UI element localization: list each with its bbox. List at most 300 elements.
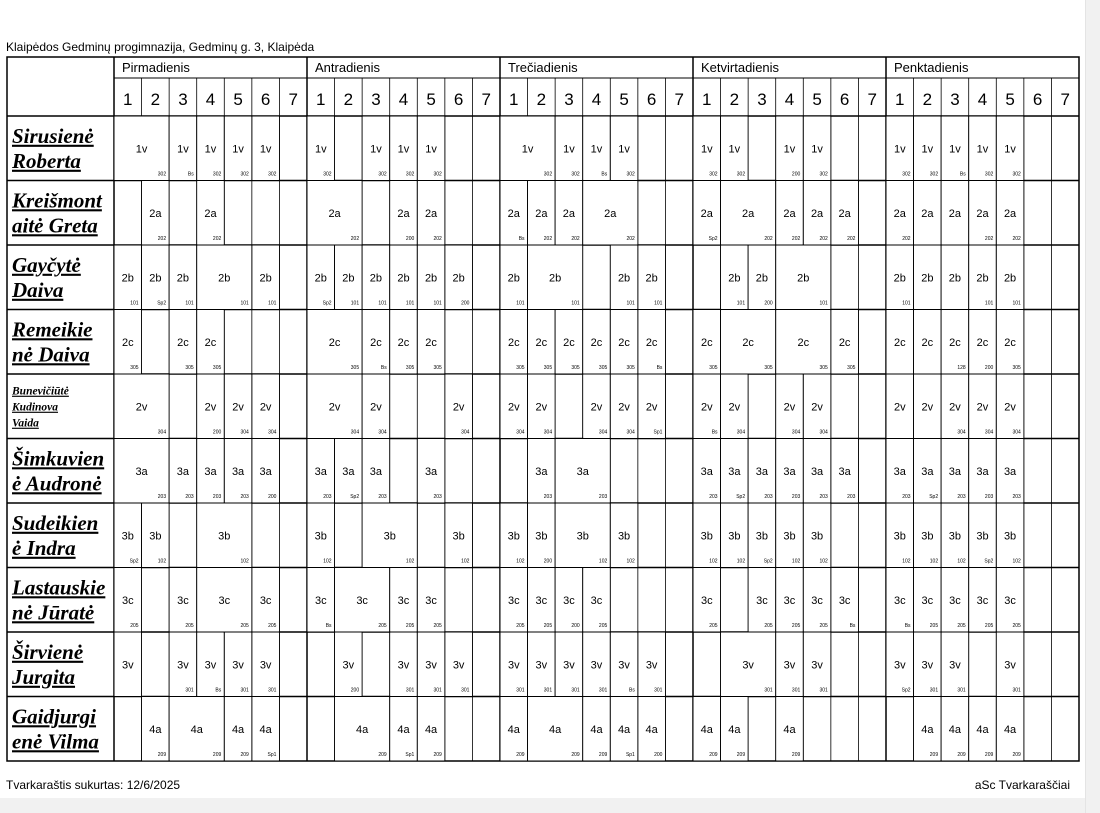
vertical-scrollbar[interactable]: [1085, 0, 1100, 813]
lesson-class: 3c: [949, 594, 961, 607]
lesson-room: 203: [709, 494, 718, 500]
lesson-room: 203: [847, 494, 856, 500]
lesson-room: Bs: [849, 623, 856, 629]
lesson-room: 304: [598, 429, 608, 436]
lesson-room: 209: [240, 752, 249, 758]
lesson-class: 3a: [1003, 465, 1017, 478]
period-number: 5: [812, 90, 822, 109]
lesson-room: 202: [1012, 236, 1021, 242]
lesson-class: 2c: [204, 336, 217, 349]
lesson-room: 302: [929, 171, 939, 178]
lesson-class: 2b: [342, 272, 355, 285]
lesson-room: 205: [929, 623, 939, 629]
lesson-room: Sp2: [322, 300, 332, 307]
lesson-room: 101: [240, 300, 249, 307]
lesson-class: 1v: [370, 143, 382, 156]
lesson-room: 101: [130, 300, 139, 307]
teacher-name-line: Sirusienė: [12, 123, 94, 148]
lesson-class: 2b: [507, 272, 520, 285]
lesson-room: 102: [791, 558, 801, 565]
lesson-class: 4a: [231, 723, 245, 736]
lesson-class: 3c: [1004, 594, 1016, 607]
lesson-class: 3a: [893, 465, 906, 478]
lesson-room: 302: [902, 171, 911, 178]
lesson-room: 301: [654, 687, 663, 694]
lesson-room: Bs: [325, 623, 332, 629]
lesson-room: 102: [598, 558, 608, 565]
lesson-room: 203: [157, 494, 167, 500]
period-number: 6: [646, 90, 657, 109]
period-number: 2: [729, 90, 740, 109]
lesson-class: 3v: [742, 659, 754, 672]
lesson-class: 2v: [893, 401, 906, 414]
lesson-class: 2b: [121, 272, 134, 285]
lesson-class: 1v: [811, 143, 823, 156]
lesson-room: 301: [405, 687, 415, 694]
lesson-room: 200: [654, 752, 663, 758]
lesson-room: 302: [819, 171, 828, 178]
lesson-room: 305: [405, 365, 415, 371]
lesson-class: 2c: [700, 336, 713, 349]
lesson-class: 2a: [810, 207, 824, 220]
lesson-class: 3b: [810, 530, 824, 543]
lesson-room: 205: [240, 623, 249, 629]
lesson-room: 301: [1012, 687, 1021, 694]
lesson-room: 203: [984, 494, 994, 500]
lesson-class: 4a: [645, 723, 658, 736]
lesson-class: 4a: [617, 723, 631, 736]
lesson-class: 1v: [783, 143, 796, 156]
lesson-class: 2c: [797, 336, 810, 349]
lesson-class: 3c: [218, 594, 231, 607]
lesson-class: 3a: [424, 465, 438, 478]
lesson-room: 305: [709, 365, 718, 371]
lesson-room: 209: [516, 752, 525, 758]
lesson-class: 3v: [535, 659, 548, 672]
lesson-class: 4a: [424, 723, 438, 736]
lesson-room: 205: [516, 623, 525, 629]
lesson-class: 2b: [948, 272, 962, 285]
lesson-class: 2b: [976, 272, 989, 285]
period-number: 4: [591, 90, 602, 109]
lesson-room: 203: [791, 494, 801, 500]
lesson-class: 2b: [797, 272, 810, 285]
lesson-room: Bs: [711, 429, 718, 436]
lesson-room: 101: [268, 300, 277, 307]
teacher-name-line: enė Vilma: [12, 729, 99, 754]
lesson-room: 305: [571, 365, 580, 371]
lesson-class: 3c: [507, 594, 520, 607]
lesson-class: 3b: [728, 530, 741, 543]
lesson-class: 2a: [948, 207, 962, 220]
lesson-room: 301: [957, 687, 966, 694]
lesson-room: 209: [957, 752, 966, 758]
teacher-name-line: Gaidjurgi: [12, 704, 97, 729]
period-number: 2: [343, 90, 354, 109]
lesson-class: 2v: [645, 401, 658, 414]
lesson-room: 302: [1012, 171, 1021, 178]
period-number: 2: [922, 90, 933, 109]
lesson-class: 1v: [314, 143, 327, 156]
lesson-room: 101: [819, 300, 828, 307]
lesson-class: 3a: [700, 465, 713, 478]
lesson-room: 102: [709, 558, 718, 565]
lesson-room: 301: [461, 687, 470, 694]
lesson-room: 101: [405, 300, 415, 307]
lesson-room: 302: [984, 171, 994, 178]
teacher-name-line: nė Jūratė: [12, 600, 95, 625]
lesson-class: 3v: [232, 659, 244, 672]
lesson-class: 4a: [149, 723, 162, 736]
lesson-room: 205: [819, 623, 828, 629]
lesson-class: 2b: [149, 272, 162, 285]
lesson-room: 301: [433, 687, 442, 694]
lesson-room: 304: [626, 429, 635, 436]
lesson-class: 3c: [838, 594, 851, 607]
lesson-room: Sp2: [350, 494, 360, 500]
lesson-room: Bs: [629, 687, 635, 694]
lesson-room: 304: [157, 429, 167, 436]
lesson-class: 2a: [424, 207, 438, 220]
period-number: 6: [1032, 90, 1043, 109]
teacher-name-line: nė Daiva: [12, 342, 90, 367]
lesson-class: 2b: [617, 272, 631, 285]
lesson-room: 102: [405, 558, 415, 565]
lesson-room: 305: [516, 365, 525, 371]
lesson-class: 4a: [590, 723, 603, 736]
lesson-class: 1v: [700, 143, 713, 156]
lesson-class: 3c: [259, 594, 272, 607]
period-number: 5: [426, 90, 436, 109]
lesson-class: 2v: [204, 401, 217, 414]
lesson-room: 302: [157, 171, 167, 178]
lesson-room: 205: [791, 623, 801, 629]
lesson-class: 3c: [783, 594, 796, 607]
lesson-room: Sp2: [708, 236, 718, 242]
day-header-2: Antradienis: [315, 60, 381, 75]
lesson-class: 2c: [370, 336, 382, 349]
lesson-class: 4a: [507, 723, 520, 736]
lesson-room: 305: [543, 365, 553, 371]
lesson-class: 4a: [1003, 723, 1017, 736]
day-header-4: Ketvirtadienis: [701, 60, 780, 75]
lesson-room: 304: [461, 429, 470, 436]
lesson-class: 4a: [976, 723, 989, 736]
lesson-class: 3a: [204, 465, 217, 478]
lesson-class: 2b: [314, 272, 327, 285]
created-date: Tvarkaraštis sukurtas: 12/6/2025: [6, 778, 181, 792]
lesson-room: Sp2: [929, 494, 939, 500]
period-number: 3: [950, 90, 960, 109]
lesson-room: 304: [957, 429, 966, 436]
lesson-room: 302: [268, 171, 277, 178]
teacher-name-line: Sudeikien: [12, 510, 99, 535]
lesson-class: 2v: [949, 401, 961, 414]
lesson-class: 2b: [645, 272, 658, 285]
lesson-room: 304: [240, 429, 249, 436]
lesson-class: 3b: [755, 530, 769, 543]
lesson-room: 102: [461, 558, 470, 565]
lesson-class: 3a: [176, 465, 190, 478]
lesson-class: 2a: [149, 207, 162, 220]
period-number: 3: [564, 90, 574, 109]
lesson-room: Sp2: [984, 558, 994, 565]
lesson-room: 203: [902, 494, 911, 500]
lesson-room: 305: [1012, 365, 1021, 371]
lesson-room: 202: [984, 236, 994, 242]
lesson-room: 302: [240, 171, 249, 178]
period-number: 1: [509, 90, 519, 109]
lesson-class: 3b: [976, 530, 989, 543]
lesson-class: 2v: [1004, 401, 1016, 414]
lesson-room: 304: [819, 429, 828, 436]
lesson-room: 304: [516, 429, 525, 436]
lesson-room: 205: [543, 623, 553, 629]
lesson-room: 301: [268, 687, 277, 694]
day-header-5: Penktadienis: [894, 60, 969, 75]
period-number: 3: [371, 90, 381, 109]
lesson-class: 2a: [562, 207, 576, 220]
lesson-class: 3v: [259, 659, 272, 672]
period-number: 7: [867, 90, 877, 109]
teacher-name-line: Gayčytė: [12, 252, 81, 277]
lesson-room: 200: [984, 365, 994, 371]
lesson-class: 3b: [921, 530, 934, 543]
lesson-class: 1v: [177, 143, 189, 156]
lesson-room: 200: [212, 429, 222, 436]
lesson-room: 304: [350, 429, 360, 436]
period-number: 6: [453, 90, 464, 109]
lesson-class: 2c: [590, 336, 603, 349]
lesson-class: 1v: [976, 143, 989, 156]
lesson-room: 305: [626, 365, 635, 371]
lesson-class: 2c: [507, 336, 520, 349]
lesson-room: Sp1: [625, 752, 635, 758]
lesson-room: 203: [598, 494, 608, 500]
lesson-class: 2c: [177, 336, 189, 349]
lesson-room: Sp2: [763, 558, 773, 565]
period-number: 6: [260, 90, 271, 109]
lesson-class: 3a: [728, 465, 741, 478]
teacher-name-line: Šimkuvien: [12, 446, 105, 471]
lesson-room: 102: [516, 558, 525, 565]
lesson-room: 203: [957, 494, 966, 500]
lesson-class: 3c: [314, 594, 327, 607]
lesson-class: 3v: [452, 659, 465, 672]
lesson-room: 301: [764, 687, 773, 694]
period-number: 5: [233, 90, 243, 109]
lesson-class: 2c: [328, 336, 341, 349]
lesson-class: 2v: [618, 401, 630, 414]
lesson-room: 301: [185, 687, 194, 694]
lesson-class: 3a: [135, 465, 148, 478]
lesson-room: 301: [791, 687, 801, 694]
lesson-room: 128: [957, 365, 966, 371]
period-number: 1: [123, 90, 133, 109]
lesson-class: 2c: [742, 336, 754, 349]
lesson-class: 3b: [700, 530, 713, 543]
lesson-class: 2v: [590, 401, 603, 414]
lesson-room: 101: [736, 300, 746, 307]
lesson-room: 209: [212, 752, 222, 758]
lesson-room: 205: [405, 623, 415, 629]
lesson-room: 209: [433, 752, 442, 758]
lesson-class: 3c: [535, 594, 548, 607]
lesson-class: 3b: [507, 530, 520, 543]
lesson-class: 2c: [121, 336, 134, 349]
lesson-class: 3a: [314, 465, 327, 478]
lesson-room: 101: [902, 300, 911, 307]
lesson-class: 1v: [1004, 143, 1016, 156]
lesson-class: 2a: [921, 207, 934, 220]
lesson-room: 202: [626, 236, 635, 242]
lesson-class: 3c: [590, 594, 603, 607]
lesson-room: 101: [984, 300, 994, 307]
lesson-class: 2b: [369, 272, 383, 285]
lesson-room: 102: [323, 558, 332, 565]
lesson-class: 2a: [535, 207, 548, 220]
lesson-room: 304: [543, 429, 553, 436]
lesson-class: 3b: [218, 530, 231, 543]
lesson-class: 3b: [149, 530, 162, 543]
lesson-class: 3v: [507, 659, 520, 672]
lesson-class: 1v: [618, 143, 630, 156]
lesson-room: 302: [378, 171, 387, 178]
lesson-class: 3b: [314, 530, 327, 543]
lesson-room: 209: [571, 752, 580, 758]
lesson-room: 305: [350, 365, 360, 371]
day-header-1: Pirmadienis: [122, 60, 190, 75]
lesson-room: 305: [819, 365, 828, 371]
lesson-class: 3b: [1003, 530, 1017, 543]
lesson-class: 3c: [563, 594, 575, 607]
lesson-room: 200: [268, 494, 277, 500]
lesson-class: 1v: [949, 143, 961, 156]
lesson-class: 2a: [328, 207, 341, 220]
lesson-class: 3c: [425, 594, 437, 607]
lesson-room: 102: [1012, 558, 1021, 565]
period-number: 1: [702, 90, 712, 109]
lesson-class: 2c: [893, 336, 906, 349]
lesson-class: 2c: [563, 336, 575, 349]
lesson-room: 101: [378, 300, 387, 307]
lesson-class: 3v: [177, 659, 189, 672]
lesson-class: 2v: [535, 401, 548, 414]
lesson-room: 203: [433, 494, 442, 500]
lesson-class: 3a: [838, 465, 851, 478]
teacher-name-line: aitė Greta: [12, 213, 98, 238]
lesson-class: 2a: [604, 207, 617, 220]
lesson-room: 304: [1012, 429, 1021, 436]
lesson-room: 102: [157, 558, 167, 565]
lesson-room: 304: [984, 429, 994, 436]
lesson-class: 2v: [328, 401, 341, 414]
lesson-room: 102: [957, 558, 966, 565]
lesson-room: 203: [185, 494, 194, 500]
lesson-class: 3a: [369, 465, 383, 478]
period-number: 7: [288, 90, 298, 109]
lesson-room: 101: [626, 300, 635, 307]
lesson-class: 2c: [425, 336, 437, 349]
lesson-class: 3c: [356, 594, 368, 607]
lesson-room: 205: [130, 623, 139, 629]
lesson-class: 2v: [452, 401, 465, 414]
lesson-room: Sp2: [129, 558, 139, 565]
lesson-class: 4a: [728, 723, 741, 736]
lesson-class: 3v: [645, 659, 658, 672]
teacher-name-line: ė Audronė: [12, 471, 102, 496]
lesson-class: 1v: [921, 143, 934, 156]
lesson-room: 305: [185, 365, 194, 371]
period-number: 1: [895, 90, 905, 109]
lesson-class: 1v: [232, 143, 244, 156]
lesson-class: 3c: [811, 594, 823, 607]
lesson-room: 202: [350, 236, 360, 242]
period-number: 4: [398, 90, 409, 109]
lesson-class: 3b: [452, 530, 465, 543]
lesson-class: 3v: [811, 659, 823, 672]
lesson-class: 2v: [370, 401, 382, 414]
lesson-room: 203: [764, 494, 773, 500]
lesson-class: 3v: [618, 659, 630, 672]
period-number: 4: [977, 90, 988, 109]
lesson-class: 3v: [563, 659, 575, 672]
lesson-room: 203: [212, 494, 222, 500]
lesson-room: 205: [185, 623, 194, 629]
lesson-room: Bs: [518, 236, 525, 242]
lesson-class: 2v: [811, 401, 823, 414]
lesson-room: 302: [405, 171, 415, 178]
lesson-class: 3c: [921, 594, 934, 607]
lesson-room: 101: [571, 300, 580, 307]
lesson-room: 209: [598, 752, 608, 758]
lesson-class: 2c: [921, 336, 934, 349]
lesson-room: 301: [929, 687, 939, 694]
lesson-room: 205: [433, 623, 442, 629]
period-number: 7: [481, 90, 491, 109]
lesson-room: 205: [268, 623, 277, 629]
lesson-room: 203: [378, 494, 387, 500]
period-number: 2: [536, 90, 547, 109]
lesson-room: 200: [571, 623, 580, 629]
lesson-class: 2b: [259, 272, 272, 285]
lesson-class: 4a: [783, 723, 796, 736]
lesson-class: 2a: [204, 207, 217, 220]
lesson-room: Sp1: [653, 429, 663, 436]
lesson-room: Bs: [904, 623, 911, 629]
lesson-room: 205: [378, 623, 387, 629]
period-number: 3: [757, 90, 767, 109]
lesson-class: 3v: [1004, 659, 1016, 672]
lesson-room: 202: [433, 236, 442, 242]
lesson-class: 2v: [921, 401, 934, 414]
lesson-class: 3a: [948, 465, 962, 478]
lesson-room: 102: [626, 558, 635, 565]
lesson-room: 102: [929, 558, 939, 565]
lesson-room: 304: [268, 429, 277, 436]
lesson-class: 3a: [976, 465, 989, 478]
lesson-room: Bs: [601, 171, 608, 178]
lesson-room: 101: [516, 300, 525, 307]
lesson-room: 202: [902, 236, 911, 242]
lesson-class: 1v: [563, 143, 575, 156]
lesson-room: 102: [902, 558, 911, 565]
lesson-class: 4a: [397, 723, 410, 736]
lesson-class: 4a: [948, 723, 962, 736]
lesson-class: 1v: [135, 143, 148, 156]
lesson-room: 203: [1012, 494, 1021, 500]
lesson-class: 2v: [728, 401, 741, 414]
